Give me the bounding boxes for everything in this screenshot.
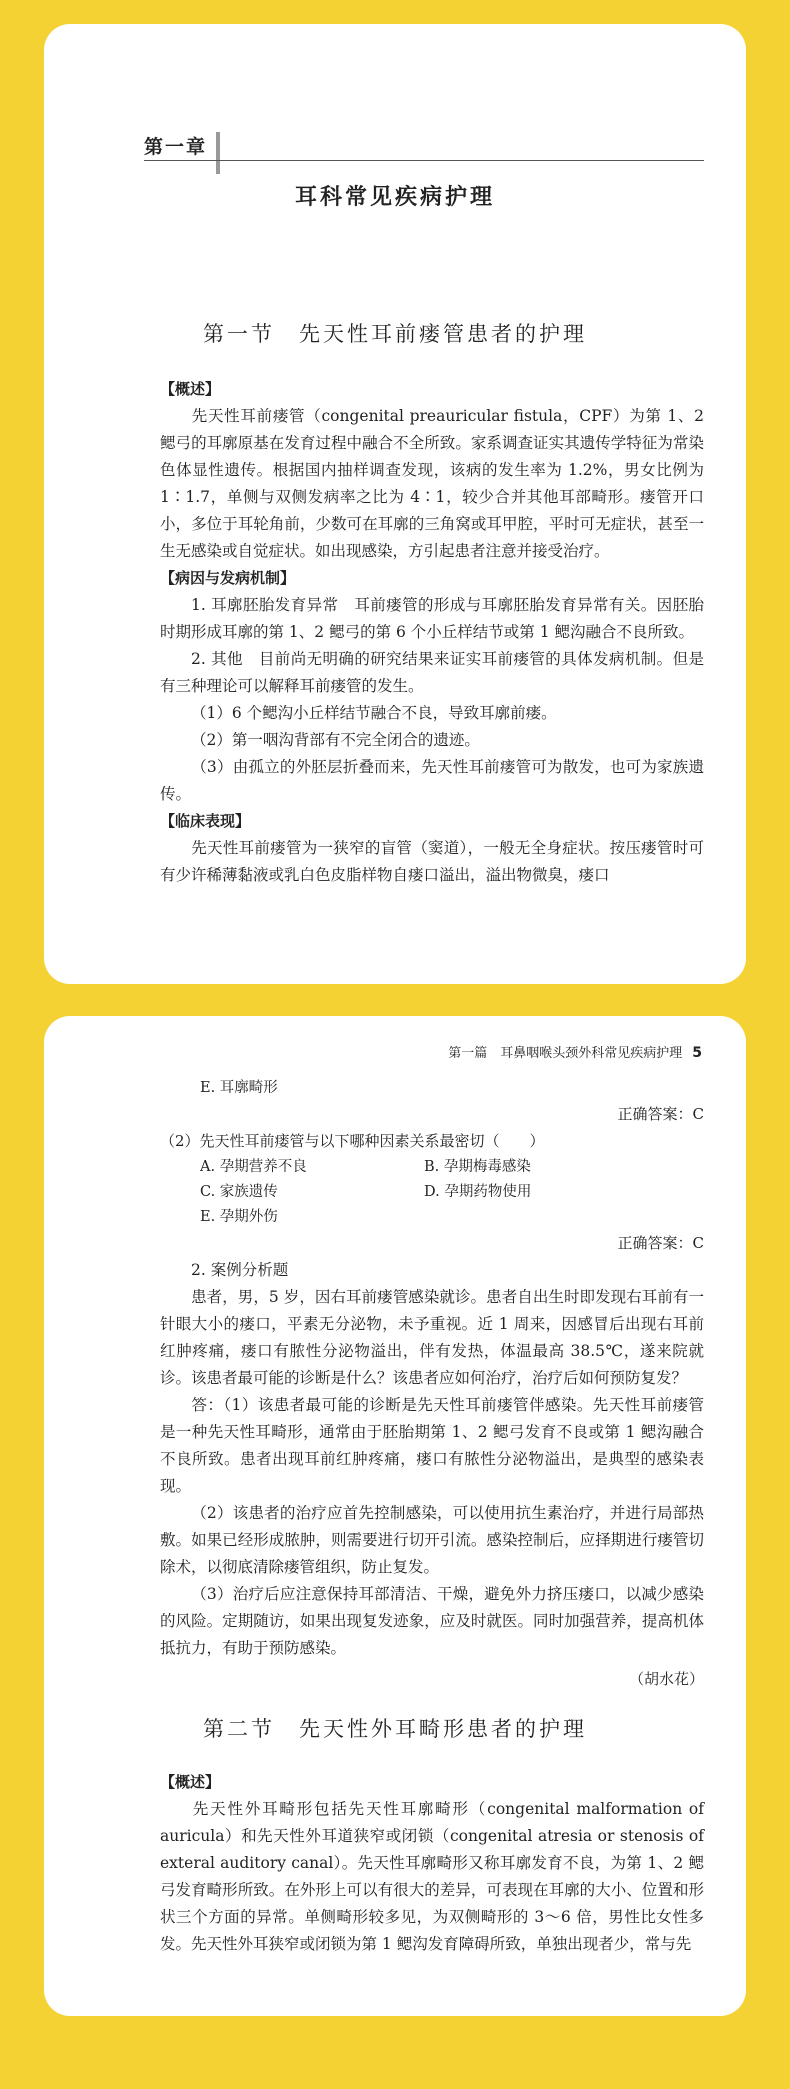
running-header-text: 第一篇 耳鼻咽喉头颈外科常见疾病护理 [448, 1046, 683, 1061]
overview-2-heading: 【概述】 [160, 1773, 221, 1791]
option-b: B. 孕期梅毒感染 [424, 1159, 531, 1175]
option-d: D. 孕期药物使用 [424, 1184, 532, 1200]
author-credit: （胡水花） [628, 1670, 704, 1688]
chapter-title: 耳科常见疾病护理 [294, 185, 495, 210]
section-name: 先天性耳前瘘管患者的护理 [299, 322, 587, 346]
page-number: 5 [692, 1045, 702, 1061]
options-grid [160, 1155, 704, 1230]
answer-paragraph: 答：（1）该患者最可能的诊断是先天性耳前瘘管伴感染。先天性耳前瘘管是一种先天性耳畸形，通常由于胚胎期第 1、2 鳃弓发育不良或第 1 鳃沟融合不良所致。患者出现耳前红肿疼痛，瘘口有脓性分泌物溢出，是典型的感染表现。 [160, 1396, 704, 1495]
answer-2: 正确答案：C [617, 1234, 704, 1252]
page-card-2 [44, 1016, 746, 2016]
etiology-heading: 【病因与发病机制】 [160, 569, 296, 587]
section-number: 第一节 [203, 322, 275, 346]
etiology-paragraph: 1. 耳廓胚胎发育异常 耳前瘘管的形成与耳廓胚胎发育异常有关。因胚胎时期形成耳廓的第 1、2 鳃弓的第 6 个小丘样结节或第 1 鳃沟融合不良所致。 [160, 596, 704, 641]
section-2-title [44, 1713, 746, 1743]
option-a: A. 孕期营养不良 [200, 1159, 307, 1175]
chapter-rule [144, 160, 704, 161]
answer-paragraph: （2）该患者的治疗应首先控制感染，可以使用抗生素治疗，并进行局部热敷。如果已经形成脓肿，则需要进行切开引流。感染控制后，应择期进行瘘管切除术，以彻底清除瘘管组织，防止复发。 [160, 1504, 704, 1576]
answer-paragraph: （3）治疗后应注意保持耳部清洁、干燥，避免外力挤压瘘口，以减少感染的风险。定期随访，如果出现复发迹象，应及时就医。同时加强营养，提高机体抵抗力，有助于预防感染。 [160, 1585, 704, 1657]
option-e-prev: E. 耳廓畸形 [200, 1080, 278, 1096]
page-body-2 [160, 1076, 704, 1958]
etiology-paragraph: （3）由孤立的外胚层折叠而来，先天性耳前瘘管可为散发，也可为家族遗传。 [160, 758, 704, 803]
case-paragraph: 患者，男，5 岁，因右耳前瘘管感染就诊。患者自出生时即发现右耳前有一针眼大小的瘘口，平素无分泌物，未予重视。近 1 周来，因感冒后出现右耳前红肿疼痛，瘘口有脓性分泌物溢出，伴有发热，体温最高 38.5℃，遂来院就诊。该患者最可能的诊断是什么？该患者应如何治疗，治疗后如何预防复发？ [160, 1288, 704, 1387]
answer-1: 正确答案：C [617, 1105, 704, 1123]
etiology-paragraph: 2. 其他 目前尚无明确的研究结果来证实耳前瘘管的具体发病机制。但是有三种理论可以解释耳前瘘管的发生。 [160, 650, 704, 695]
etiology-paragraph: （1）6 个鳃沟小丘样结节融合不良，导致耳廓前瘘。 [191, 704, 557, 722]
chapter-label: 第一章 [144, 136, 208, 158]
clinical-paragraph: 先天性耳前瘘管为一狭窄的盲管（窦道），一般无全身症状。按压瘘管时可有少许稀薄黏液或乳白色皮脂样物自瘘口溢出，溢出物微臭，瘘口 [160, 839, 704, 884]
option-e: E. 孕期外伤 [200, 1209, 278, 1225]
chapter-decor-bar [216, 132, 220, 174]
overview-heading: 【概述】 [160, 380, 221, 398]
clinical-heading: 【临床表现】 [160, 812, 251, 830]
page-card-1 [44, 24, 746, 984]
page-body-1 [160, 376, 704, 889]
running-header [448, 1042, 702, 1061]
etiology-paragraph: （2）第一咽沟背部有不完全闭合的遗迹。 [191, 731, 480, 749]
section-title [44, 318, 746, 348]
question-2: （2）先天性耳前瘘管与以下哪种因素关系最密切（ ） [160, 1132, 545, 1150]
section-2-name: 先天性外耳畸形患者的护理 [299, 1717, 587, 1741]
section-2-number: 第二节 [203, 1717, 275, 1741]
overview-paragraph: 先天性耳前瘘管（congenital preauricular fistula，CPF）为第 1、2 鳃弓的耳廓原基在发育过程中融合不全所致。家系调查证实其遗传学特征为常染色体显性遗传。根据国内抽样调查发现，该病的发生率为 1.2%，男女比例为 1∶1.7，单侧与双侧发病率之比为 4∶1，较少合并其他耳部畸形。瘘管开口小，多位于耳轮角前，少数可在耳廓的三角窝或耳甲腔，平时可无症状，甚至一生无感染或自觉症状。如出现感染，方引起患者注意并接受治疗。 [160, 407, 704, 560]
case-heading: 2. 案例分析题 [191, 1261, 289, 1279]
option-c: C. 家族遗传 [200, 1184, 278, 1200]
overview-2-paragraph: 先天性外耳畸形包括先天性耳廓畸形（congenital malformation of auricula）和先天性外耳道狭窄或闭锁（congenital atresia or stenosis of exteral auditory canal）。先天性耳廓畸形又称耳廓发育不良，为第 1、2 鳃弓发育畸形所致。在外形上可以有很大的差异，可表现在耳廓的大小、位置和形状三个方面的异常。单侧畸形较多见，为双侧畸形的 3～6 倍，男性比女性多发。先天性外耳狭窄或闭锁为第 1 鳃沟发育障碍所致，单独出现者少，常与先 [160, 1800, 704, 1953]
